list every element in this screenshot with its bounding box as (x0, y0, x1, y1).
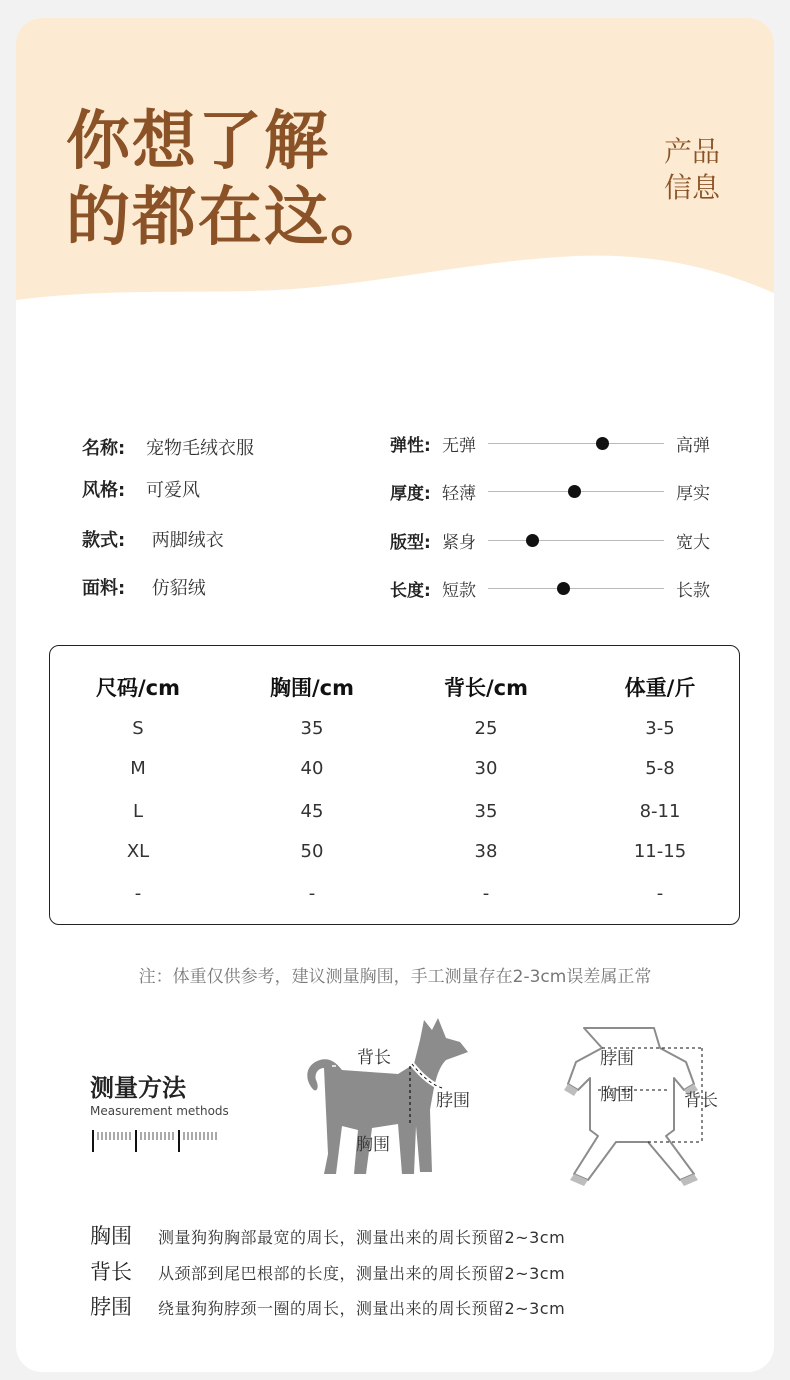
scale-key: 长度: (390, 581, 431, 601)
hero-side-label (664, 134, 720, 206)
definition-term: 背长 (90, 1260, 132, 1284)
attr-key: 名称: (82, 438, 126, 459)
dog-back-label: 背长 (357, 1048, 391, 1068)
definition-term: 脖围 (90, 1295, 132, 1319)
attr-key: 风格: (82, 480, 126, 501)
table-cell: 11-15 (633, 841, 687, 862)
attr-value: 仿貂绒 (146, 578, 206, 599)
hero-title-line-1: 你想了解 (66, 105, 330, 179)
table-cell: 25 (474, 718, 498, 739)
scale-track (488, 588, 664, 589)
table-cell: 40 (300, 758, 324, 779)
scale-high-label: 高弹 (676, 436, 710, 456)
attr-style-row (82, 476, 200, 502)
hero-title (66, 104, 396, 256)
garment-neck-label: 脖围 (600, 1049, 634, 1069)
attr-value: 可爱风 (146, 480, 200, 501)
scale-key: 版型: (390, 533, 431, 553)
table-cell: - (482, 883, 490, 904)
scale-low-label: 紧身 (442, 533, 476, 553)
attr-value: 两脚绒衣 (146, 530, 224, 551)
scale-key: 厚度: (390, 484, 431, 504)
scale-high-label: 宽大 (676, 533, 710, 553)
column-header: 尺码/cm (96, 676, 180, 700)
scale-high-label: 厚实 (676, 484, 710, 504)
definition-desc: 测量狗狗胸部最宽的周长，测量出来的周长预留2~3cm (158, 1228, 566, 1247)
scale-marker (596, 437, 609, 450)
table-cell: 35 (474, 801, 498, 822)
table-cell: XL (126, 841, 150, 862)
table-cell: L (132, 801, 144, 822)
scale-marker (568, 485, 581, 498)
attr-type-row (82, 526, 224, 552)
scale-low-label: 无弹 (442, 436, 476, 456)
table-cell: 3-5 (645, 718, 675, 739)
length-scale (390, 576, 720, 602)
definition-desc: 从颈部到尾巴根部的长度，测量出来的周长预留2~3cm (158, 1264, 566, 1283)
table-cell: M (130, 758, 146, 779)
weight-note: 注：体重仅供参考，建议测量胸围，手工测量存在2-3cm误差属正常 (138, 967, 652, 987)
hero-side-line-2: 信息 (664, 171, 721, 204)
garment-back-label: 背长 (684, 1091, 718, 1111)
table-cell: 50 (300, 841, 324, 862)
definition-desc: 绕量狗狗脖颈一圈的周长，测量出来的周长预留2~3cm (158, 1299, 566, 1318)
table-cell: S (132, 718, 144, 739)
definition-chest (90, 1220, 565, 1250)
column-header: 胸围/cm (270, 676, 354, 700)
dog-chest-label: 胸围 (356, 1135, 390, 1155)
method-subtitle: Measurement methods (90, 1104, 229, 1118)
garment-chest-label: 胸围 (600, 1085, 634, 1105)
product-info-card (16, 18, 774, 1372)
scale-low-label: 轻薄 (442, 484, 476, 504)
definition-neck (90, 1291, 565, 1321)
elasticity-scale (390, 431, 720, 457)
scale-marker (526, 534, 539, 547)
dog-neck-label: 脖围 (436, 1091, 470, 1111)
column-header: 体重/斤 (624, 676, 696, 700)
attr-key: 款式: (82, 530, 126, 551)
table-cell: 35 (300, 718, 324, 739)
table-cell: 45 (300, 801, 324, 822)
scale-high-label: 长款 (676, 581, 710, 601)
attr-key: 面料: (82, 578, 126, 599)
method-title: 测量方法 (90, 1074, 186, 1102)
table-cell: 30 (474, 758, 498, 779)
table-cell: - (134, 883, 142, 904)
ruler-icon (90, 1126, 220, 1154)
fit-scale (390, 528, 720, 554)
scale-low-label: 短款 (442, 581, 476, 601)
scale-marker (557, 582, 570, 595)
scale-track (488, 540, 664, 541)
table-cell: 38 (474, 841, 498, 862)
table-cell: 5-8 (645, 758, 675, 779)
attr-value: 宠物毛绒衣服 (146, 438, 254, 459)
table-cell: 8-11 (639, 801, 681, 822)
attr-name-row (82, 434, 254, 460)
table-cell: - (656, 883, 664, 904)
definition-term: 胸围 (90, 1224, 132, 1248)
column-header: 背长/cm (444, 676, 528, 700)
thickness-scale (390, 479, 720, 505)
hero-side-line-1: 产品 (664, 135, 721, 168)
scale-key: 弹性: (390, 436, 431, 456)
table-cell: - (308, 883, 316, 904)
definition-back-length (90, 1256, 565, 1286)
size-table (49, 645, 740, 925)
scale-track (488, 443, 664, 444)
hero-title-line-2: 的都在这。 (66, 181, 396, 255)
attr-fabric-row (82, 574, 206, 600)
